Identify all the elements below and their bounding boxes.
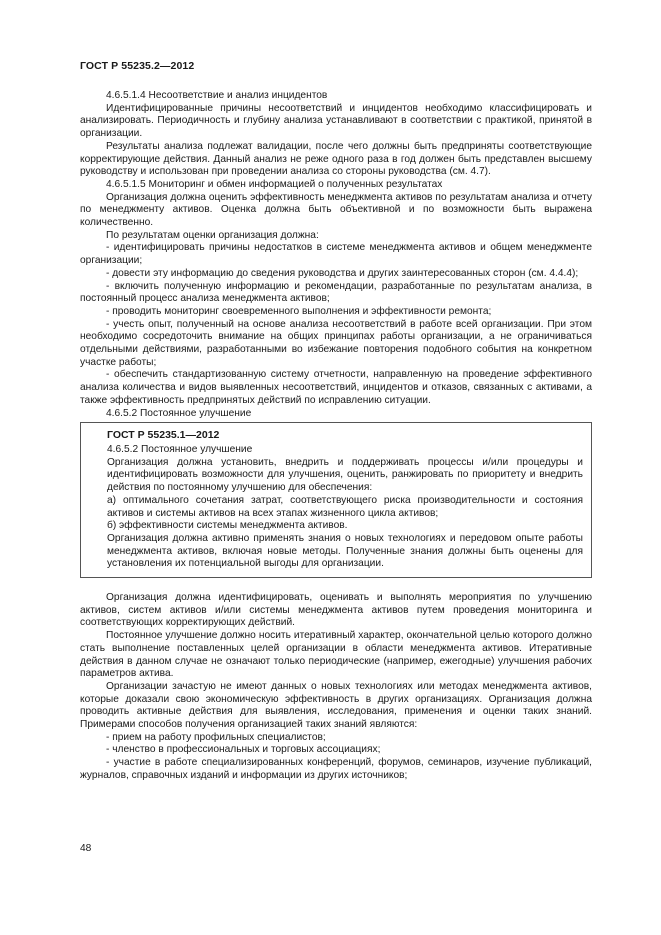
paragraph: Постоянное улучшение должно носить итеративный характер, окончательной целью которого должно стать выполнение поставленных целей организации в области менеджмента активов. Итеративные действия в данном случае не означают только периодические (например, ежегодные) улучшения рабочих параметров актива. (80, 630, 592, 680)
box-heading: 4.6.5.2 Постоянное улучшение (107, 443, 253, 455)
list-item: - проводить мониторинг своевременного выполнения и эффективности ремонта; (106, 305, 492, 317)
box-list-item: б) эффективности системы менеджмента активов. (107, 520, 348, 532)
box-paragraph: Организация должна активно применять знания о новых технологиях и передовом опыте работы менеджмента активов, включая новые методы. Полученные знания должны быть оценены для установления их потенциальной выгоды для организации. (107, 532, 583, 570)
quoted-standard-box (80, 422, 592, 578)
list-item: - учесть опыт, полученный на основе анализа несоответствий в работе всей организации. При этом необходимо сосредоточить внимание на общих принципах работы организации, а не ограничиваться отдельными действиями, разработанными во избежание повторения подобного события на конкретном участке работы; (80, 318, 592, 368)
list-item: - включить полученную информацию и рекомендации, разработанные по результатам анализа, в постоянный процесс анализа менеджмента активов; (80, 280, 592, 305)
list-item: - прием на работу профильных специалистов; (106, 731, 326, 743)
paragraph: Результаты анализа подлежат валидации, после чего должны быть предприняты соответствующие корректирующие действия. Данный анализ не реже одного раза в год должен быть представлен высшему руководству и использован при проведении анализа со стороны руководства (см. 4.7). (80, 140, 592, 178)
box-list-item: а) оптимального сочетания затрат, соответствующего риска производительности и состояния активов и системы активов на всех этапах жизненного цикла активов; (107, 494, 583, 519)
box-paragraph: Организация должна установить, внедрить и поддерживать процессы и/или процедуры и идентифицировать возможности для улучшения, оценить, ранжировать по приоритету и внедрить действия по постоянному улучшению для обеспечения: (107, 456, 583, 494)
paragraph: Организации зачастую не имеют данных о новых технологиях или методах менеджмента активов, которые доказали свою экономическую эффективность в других организациях. Организация должна проводить активные действия для выявления, исследования, применения и оценки таких знаний. Примерами способов получения организацией таких знаний являются: (80, 680, 592, 731)
paragraph: По результатам оценки организация должна: (106, 229, 319, 241)
section-heading: 4.6.5.2 Постоянное улучшение (106, 407, 252, 419)
section-heading: 4.6.5.1.5 Мониторинг и обмен информацией о полученных результатах (106, 178, 443, 190)
document-header: ГОСТ Р 55235.2—2012 (80, 60, 195, 72)
page-number: 48 (80, 843, 92, 854)
list-item: - членство в профессиональных и торговых ассоциациях; (106, 744, 381, 756)
list-item: - довести эту информацию до сведения руководства и других заинтересованных сторон (см. 4.4.4); (106, 267, 579, 279)
paragraph: Идентифицированные причины несоответствий и инцидентов необходимо классифицировать и анализировать. Периодичность и глубину анализа устанавливают в соответствии с практикой, принятой в организации. (80, 102, 592, 140)
box-title: ГОСТ Р 55235.1—2012 (107, 429, 220, 442)
list-item: - идентифицировать причины недостатков в системе менеджмента активов и общем менеджменте организации; (80, 242, 592, 267)
paragraph: Организация должна идентифицировать, оценивать и выполнять мероприятия по улучшению активов, систем активов и/или системы менеджмента активов путем проведения мониторинга и соответствующих корректирующих действий. (80, 592, 592, 629)
paragraph: Организация должна оценить эффективность менеджмента активов по результатам анализа и отчету по менеджменту активов. Оценка должна быть объективной и по возможности быть выражена количественно. (80, 191, 592, 229)
document-body (80, 90, 592, 783)
list-item: - участие в работе специализированных конференций, форумов, семинаров, изучение публикаций, журналов, справочных изданий и информации из других источников; (80, 757, 592, 781)
section-heading: 4.6.5.1.4 Несоответствие и анализ инцидентов (106, 90, 328, 101)
list-item: - обеспечить стандартизованную систему отчетности, направленную на проведение эффективного анализа количества и видов выявленных несоответствий, инцидентов и отказов, связанных с активами, а также эффективность предпринятых действий по исправлению ситуации. (80, 369, 592, 406)
